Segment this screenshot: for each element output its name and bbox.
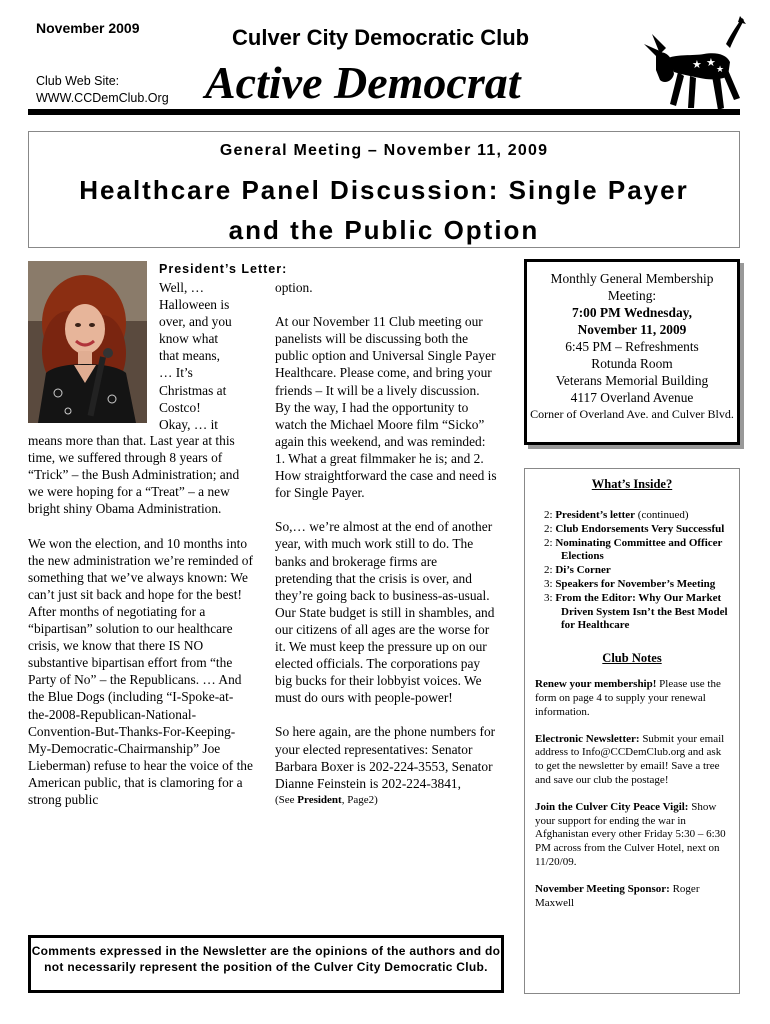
meeting-info-box [524, 259, 740, 445]
article-paragraph: We won the election, and 10 months into the new administration we’re reminded of something that we’ve always known: We can’t just sit back and hope for the best! After months of negotiating for a “bipartisan” solution to our healthcare crisis, we know that there IS NO substantive bipartisan effort from “the Party of No” – the Republicans. … And the Blue Dogs (including “I-Spoke-at-the-2008-Republican-National-Convention-But-Thanks-For-Keeping-My-Democratic-Chairmanship” Joe Lieberman) refuse to hear the voice of the American public, that is clamoring for a strong public [28, 535, 253, 807]
club-website [36, 73, 169, 107]
text-line: that means, [159, 348, 220, 364]
whats-inside-title: What’s Inside? [591, 477, 673, 491]
continued-reference[interactable] [275, 792, 497, 809]
text-line: Well, … [159, 280, 205, 295]
note-renew: Renew your membership! Please use the form on page 4 to supply your renewal information. [535, 678, 721, 718]
contents-item[interactable]: 2: Club Endorsements Very Successful [544, 522, 725, 535]
see-prefix: (See [275, 793, 298, 806]
text-line: Halloween is [159, 297, 230, 313]
see-suffix: , Page2) [341, 793, 378, 806]
article-column-1-top [159, 279, 271, 433]
contents-item[interactable]: 3: From the Editor: Why Our Market Driven System Isn’t the Best Model for Healthcare [544, 591, 728, 632]
article-paragraph: option. [275, 280, 313, 295]
article-paragraph: At our November 11 Club meeting our panelists will be discussing both the public option and Universal Single Payer Healthcare. Please come, and bring your friends – It will be a lively discussion. By the way, I had the opportunity to watch the Michael Moore film “Sicko” again this weekend, and was reminded: 1. What a great filmmaker he is; and 2. How straightforward the case and need is for Single Payer. [275, 314, 497, 501]
headline-box [28, 131, 740, 248]
text-line: Christmas at [159, 382, 227, 398]
headline-line-1: Healthcare Panel Discussion: Single Payer [79, 175, 689, 205]
article-paragraph: So here again, are the phone numbers for your elected representatives: Senator Barbara Boxer is 202-224-3553, Senator Dianne Feinstein is 202-224-3841, [275, 724, 496, 791]
see-target: President [297, 793, 342, 806]
note-peace-vigil: Join the Culver City Peace Vigil: Show your support for ending the war in Afghanistan every other Friday 5:30 – 6:30 PM across from the Culver Hotel, next on 11/20/09. [535, 800, 726, 868]
refreshments-time: 6:45 PM – Refreshments [565, 339, 699, 354]
svg-text:★: ★ [716, 65, 725, 75]
club-notes-title: Club Notes [602, 651, 662, 666]
text-line: know what [159, 331, 219, 347]
article-paragraph: means more than that. Last year at this time, we suffered through 8 years of “Trick” – the Bush Administration; and we were hoping for a “Treat” – a new bright shiny Obama Administration. [28, 433, 240, 517]
text-line: … It’s [159, 365, 193, 381]
meeting-label: Monthly General Membership Meeting: [550, 271, 714, 303]
meeting-building: Veterans Memorial Building [555, 373, 709, 388]
meeting-date-line: General Meeting – November 11, 2009 [219, 142, 549, 159]
meeting-cross-streets: Corner of Overland Ave. and Culver Blvd. [530, 407, 734, 421]
contents-item[interactable]: 2: Di’s Corner [544, 564, 611, 577]
issue-date: November 2009 [36, 20, 140, 36]
democratic-donkey-logo [642, 14, 746, 114]
note-sponsor: November Meeting Sponsor: Roger Maxwell [535, 882, 700, 909]
website-url[interactable]: WWW.CCDemClub.Org [36, 91, 169, 105]
text-line: Okay, … it [159, 416, 219, 432]
headline-line-2: and the Public Option [228, 215, 540, 245]
meeting-room: Rotunda Room [591, 356, 673, 371]
club-title: Culver City Democratic Club [232, 25, 530, 50]
disclaimer-box: Comments expressed in the Newsletter are the opinions of the authors and do not necessarily represent the position of the Culver City Democratic Club. [28, 935, 504, 993]
note-newsletter: Electronic Newsletter: Submit your email address to Info@CCDemClub.org and ask to get the newsletter by email! Save a tree and save our club the postage! [535, 732, 725, 786]
meeting-date: November 11, 2009 [577, 322, 687, 337]
svg-text:★: ★ [692, 58, 702, 71]
meeting-address: 4117 Overland Avenue [570, 390, 694, 405]
meeting-time: 7:00 PM Wednesday, [572, 305, 692, 320]
presidents-letter-heading: President’s Letter: [159, 262, 288, 276]
article-paragraph: So,… we’re almost at the end of another year, with much work still to do. The banks and brokerage firms are pretending that the crisis is over, and they’re going back to business-as-usual. Our State budget is still in shambles, and our citizens of all ages are the worse for it. We must keep the pressure up on our elected officials. The corporations pay big bucks for their lobbyist voices. We must do ours with people-power! [275, 519, 495, 706]
contents-item[interactable]: 3: Speakers for November’s Meeting [544, 577, 716, 590]
text-line: over, and you [159, 314, 232, 330]
contents-item[interactable]: 2: Nominating Committee and Officer Elections [544, 536, 723, 563]
masthead-title: Active Democrat [205, 57, 521, 108]
headline [29, 170, 739, 250]
contents-list [535, 509, 733, 633]
article-column-2 [275, 279, 497, 809]
contents-item[interactable]: 2: President’s letter (continued) [544, 509, 689, 521]
whats-inside-box [524, 468, 740, 994]
article-column-1 [28, 432, 253, 825]
header-rule [28, 109, 740, 115]
svg-text:★: ★ [706, 56, 716, 69]
president-photo [28, 261, 147, 423]
text-line: Costco! [159, 399, 201, 415]
website-label: Club Web Site: [36, 74, 120, 88]
